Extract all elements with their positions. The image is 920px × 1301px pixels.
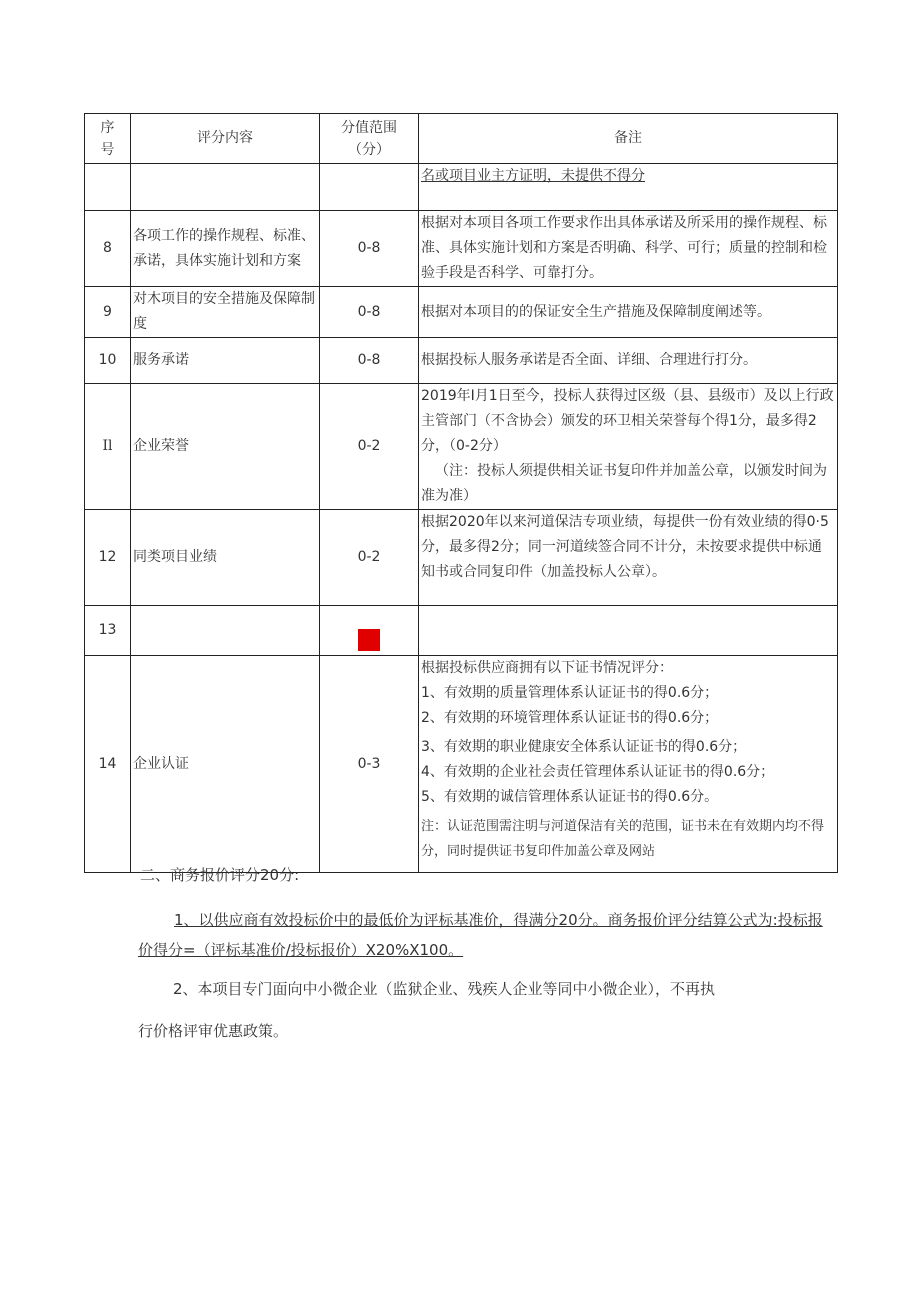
cell-content: 对木项目的安全措施及保障制度: [131, 287, 320, 338]
header-range: [320, 114, 419, 164]
cell-range: 0-3: [320, 656, 419, 873]
cell-remark: [419, 510, 838, 606]
remark-line: 4、有效期的企业社会责任管理体系认证证书的得0.6分；: [421, 764, 775, 780]
remark-line: 根据投标人服务承诺是否全面、详细、合理进行打分。: [421, 352, 757, 368]
table-row: [85, 510, 838, 606]
header-range-line2: （分）: [348, 141, 390, 158]
pricing-paragraph-2-line2: 行价格评审优惠政策。: [138, 1022, 289, 1040]
table-row: [85, 656, 838, 873]
cell-content: 服务承诺: [131, 338, 320, 384]
cell-content: 企业认证: [131, 656, 320, 873]
remark-line: 3、有效期的职业健康安全体系认证证书的得0.6分；: [421, 739, 747, 755]
cell-remark: [419, 656, 838, 873]
pricing-paragraph-1: 1、以供应商有效投标价中的最低价为评标基准价，得满分20分。商务报价评分结算公式为:投标报价得分=（评标基准价/投标报价）X20%X100。: [138, 911, 823, 959]
remark-line: 根据对本项目各项工作要求作出具体承诺及所采用的操作规程、标准、具体实施计划和方案是否明确、科学、可行；质量的控制和检验手段是否科学、可靠打分。: [421, 215, 827, 281]
cell-range: 0-8: [320, 287, 419, 338]
cell-range: 0-2: [320, 384, 419, 510]
pricing-paragraph-2-line1: 2、本项目专门面向中小微企业（监狱企业、残疾人企业等同中小微企业），不再执: [173, 980, 716, 998]
remark-line: 2019年I月1日至今，投标人获得过区级（县、县级市）及以上行政主管部门（不含协会）颁发的环卫相关荣誉每个得1分，最多得2分，（0-2分）: [421, 388, 834, 454]
remark-line: 2、有效期的环境管理体系认证证书的得0.6分；: [421, 710, 719, 726]
cell-remark: [419, 287, 838, 338]
remark-line: 注：认证范围需注明与河道保洁有关的范围，证书未在有效期内均不得分，同时提供证书复印件加盖公章及网站: [421, 819, 825, 859]
red-marker: [358, 629, 380, 651]
cell-range: 0-8: [320, 211, 419, 287]
header-range-line1: 分值范围: [341, 119, 397, 136]
cell-seq: Il: [85, 384, 131, 510]
cell-seq: 14: [85, 656, 131, 873]
cell-remark: [419, 211, 838, 287]
cell-range: [320, 164, 419, 211]
table-row: [85, 164, 838, 211]
cell-remark: [419, 338, 838, 384]
remark-line: 根据投标供应商拥有以下证书情况评分：: [421, 660, 673, 676]
cell-range: [320, 606, 419, 656]
table-row: [85, 211, 838, 287]
cell-range: 0-8: [320, 338, 419, 384]
cell-remark: [419, 384, 838, 510]
remark-line: （注：投标人须提供相关证书复印件并加盖公章，以颁发时间为准为准）: [421, 463, 827, 504]
cell-seq: 12: [85, 510, 131, 606]
remark-line: 根据2020年以来河道保洁专项业绩，每提供一份有效业绩的得0·5分，最多得2分；同一河道续签合同不计分，未按要求提供中标通知书或合同复印件（加盖投标人公章）。: [421, 514, 829, 580]
section-title: 二、商务报价评分20分:: [140, 866, 300, 884]
cell-seq: 9: [85, 287, 131, 338]
cell-content: [131, 164, 320, 211]
table-row: [85, 384, 838, 510]
remark-line: 5、有效期的诚信管理体系认证证书的得0.6分。: [421, 789, 719, 805]
cell-seq: 13: [85, 606, 131, 656]
cell-range: 0-2: [320, 510, 419, 606]
header-content: 评分内容: [131, 114, 320, 164]
cell-content: 各项工作的操作规程、标准、承诺，具体实施计划和方案: [131, 211, 320, 287]
remark-line: 1、有效期的质量管理体系认证证书的得0.6分；: [421, 685, 719, 701]
table-header-row: [85, 114, 838, 164]
table-row: [85, 287, 838, 338]
cell-content: 同类项目业绩: [131, 510, 320, 606]
scoring-table: [84, 113, 838, 873]
cell-seq: 8: [85, 211, 131, 287]
remark-line: 名或项目业主方证明，未提供不得分: [421, 168, 645, 184]
cell-remark: [419, 606, 838, 656]
header-seq: 序号: [85, 114, 131, 164]
remark-line: 根据对本项目的的保证安全生产措施及保障制度阐述等。: [421, 303, 771, 320]
table-row: [85, 338, 838, 384]
header-remark: 备注: [419, 114, 838, 164]
cell-seq: 10: [85, 338, 131, 384]
cell-content: [131, 606, 320, 656]
cell-seq: [85, 164, 131, 211]
cell-remark: [419, 164, 838, 211]
cell-content: 企业荣誉: [131, 384, 320, 510]
table-row: [85, 606, 838, 656]
